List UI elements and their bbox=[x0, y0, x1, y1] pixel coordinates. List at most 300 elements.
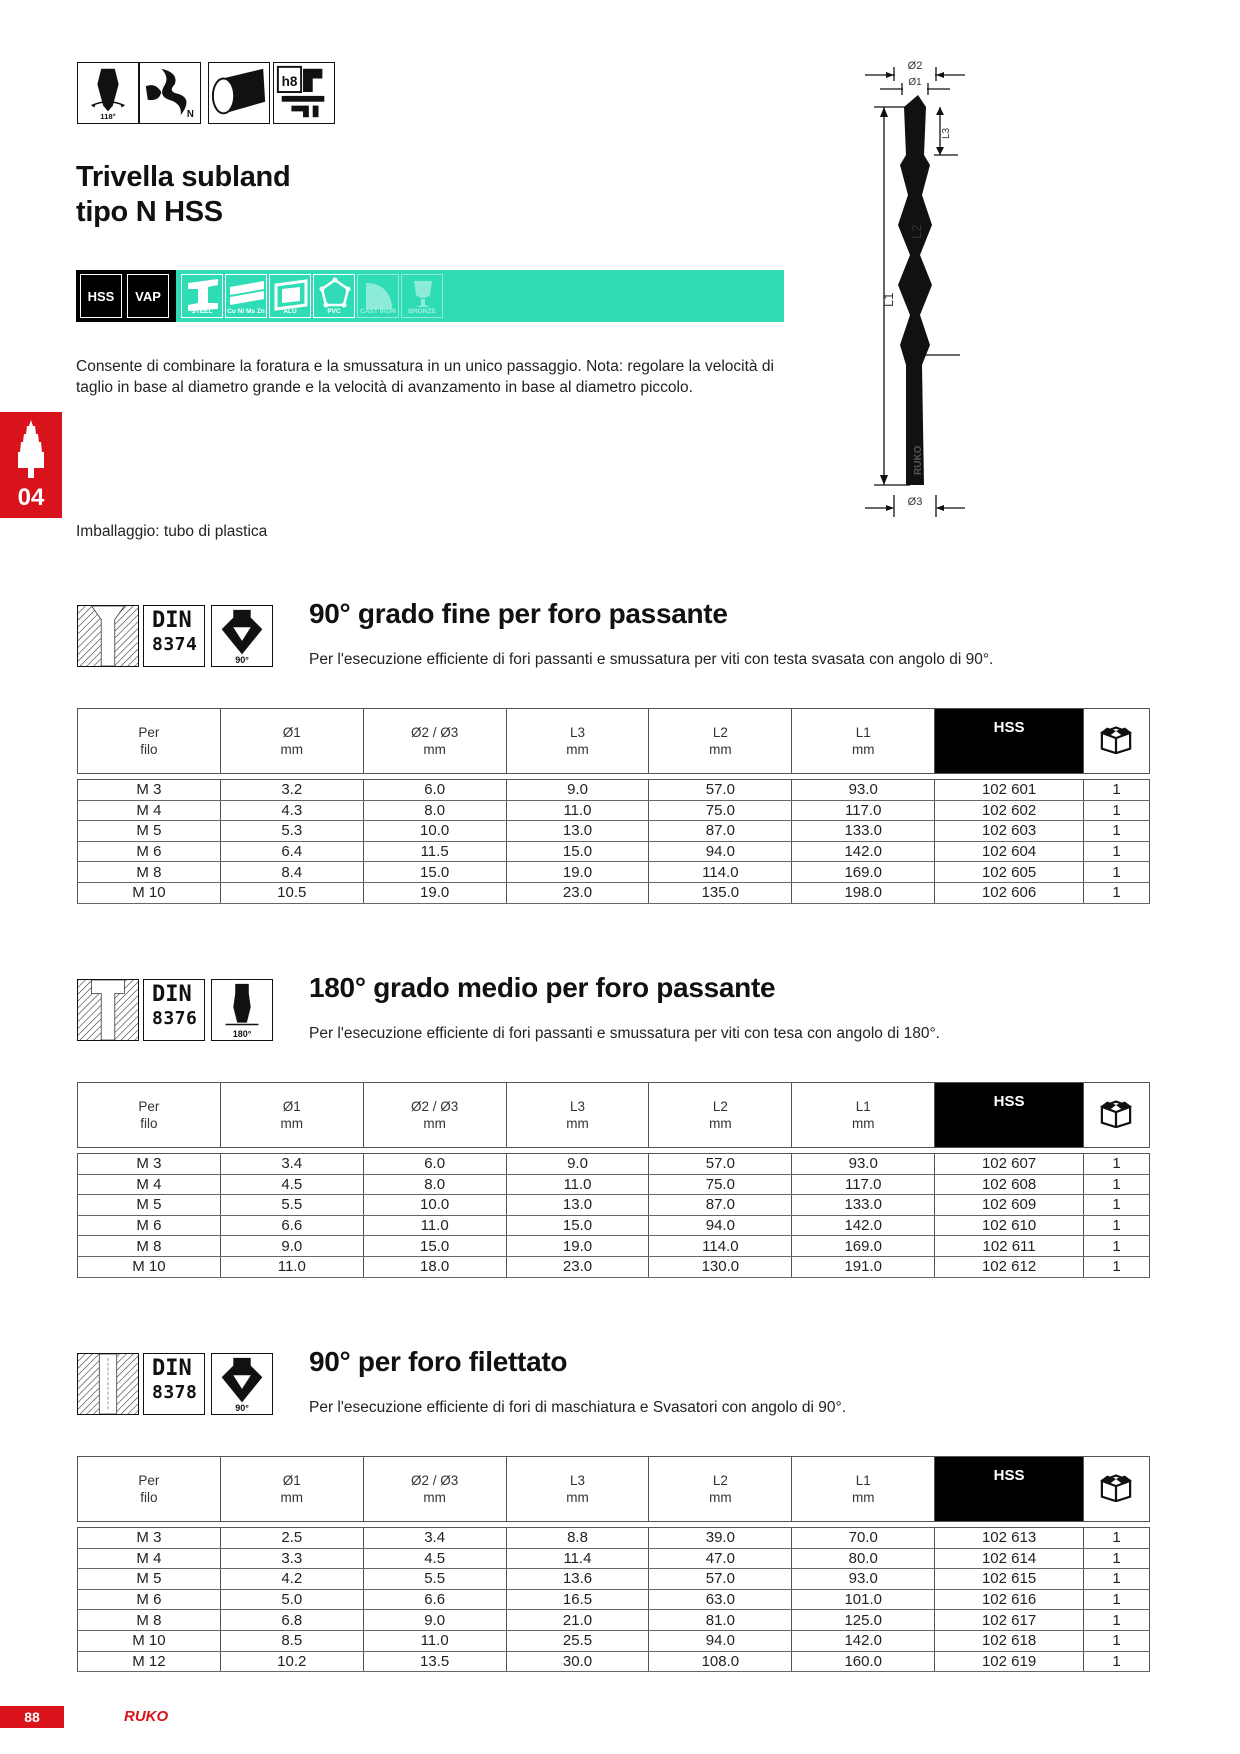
angle-label: 90° bbox=[235, 655, 249, 665]
steel-label: STEEL bbox=[191, 308, 213, 315]
header-unit: mm bbox=[423, 742, 446, 757]
table-row bbox=[78, 1610, 1150, 1631]
table-cell: 1 bbox=[1083, 1589, 1149, 1610]
bronze-icon bbox=[401, 274, 443, 318]
table-cell: 94.0 bbox=[649, 841, 792, 862]
table-body bbox=[78, 1083, 1150, 1278]
table-cell: 1 bbox=[1083, 1610, 1149, 1631]
countersink-90-icon bbox=[211, 605, 273, 667]
tolerance-label: h8 bbox=[281, 74, 298, 90]
table-row bbox=[78, 862, 1150, 883]
header-label: L2 bbox=[712, 1473, 728, 1488]
table-cell: 81.0 bbox=[649, 1610, 792, 1631]
header-label: Ø2 / Ø3 bbox=[410, 725, 459, 740]
table-cell: 1 bbox=[1083, 1215, 1149, 1236]
l3-label: L3 bbox=[941, 127, 952, 139]
din-label: DIN bbox=[152, 982, 192, 1007]
header-label: L3 bbox=[569, 1099, 585, 1114]
din-8376-badge bbox=[143, 979, 205, 1041]
header-label: L1 bbox=[855, 1473, 871, 1488]
table-cell: 57.0 bbox=[649, 1154, 792, 1175]
table-cell: 10.0 bbox=[363, 1195, 506, 1216]
table-cell: 80.0 bbox=[792, 1548, 935, 1569]
table-cell: 108.0 bbox=[649, 1651, 792, 1672]
table-cell: 160.0 bbox=[792, 1651, 935, 1672]
table-cell: M 12 bbox=[78, 1651, 221, 1672]
brand-logo: RUKO bbox=[124, 1708, 169, 1725]
page-number: 88 bbox=[0, 1706, 64, 1728]
din-number: 8376 bbox=[152, 1008, 198, 1029]
header-unit: mm bbox=[851, 1116, 875, 1131]
table-row bbox=[78, 882, 1150, 903]
table-cell: 9.0 bbox=[506, 780, 649, 801]
table-cell: 5.0 bbox=[220, 1589, 363, 1610]
table-cell: 1 bbox=[1083, 882, 1149, 903]
table-cell: M 3 bbox=[78, 1154, 221, 1175]
table-cell: 102 610 bbox=[935, 1215, 1084, 1236]
angle-label: 90° bbox=[235, 1403, 249, 1413]
table-cell: 39.0 bbox=[649, 1528, 792, 1549]
header-cell bbox=[363, 709, 506, 774]
table-cell: 191.0 bbox=[792, 1256, 935, 1277]
table-row bbox=[78, 1528, 1150, 1549]
table-cell: M 5 bbox=[78, 821, 221, 842]
table-cell: 102 608 bbox=[935, 1174, 1084, 1195]
header-label: L2 bbox=[712, 725, 728, 740]
header-label: L3 bbox=[569, 1473, 585, 1488]
header-label: Per bbox=[138, 1099, 160, 1114]
header-cell bbox=[649, 1457, 792, 1522]
table-cell: 1 bbox=[1083, 1548, 1149, 1569]
table-cell: 125.0 bbox=[792, 1610, 935, 1631]
table-cell: 5.5 bbox=[363, 1569, 506, 1590]
table-cell: 102 611 bbox=[935, 1236, 1084, 1257]
table-cell: 142.0 bbox=[792, 1215, 935, 1236]
table-cell: 15.0 bbox=[363, 1236, 506, 1257]
table-cell: 70.0 bbox=[792, 1528, 935, 1549]
table-cell: 9.0 bbox=[363, 1610, 506, 1631]
table-cell: 5.5 bbox=[220, 1195, 363, 1216]
header-cell bbox=[792, 1083, 935, 1148]
table-cell: 102 609 bbox=[935, 1195, 1084, 1216]
header-label: Per bbox=[138, 1473, 160, 1488]
section-text: Per l'esecuzione efficiente di fori passanti e smussatura per viti con tesa con angolo di 180°. bbox=[309, 1025, 940, 1042]
table-cell: 102 602 bbox=[935, 800, 1084, 821]
table-cell: 102 619 bbox=[935, 1651, 1084, 1672]
header-cell bbox=[78, 1457, 221, 1522]
table-row bbox=[78, 1154, 1150, 1175]
table-cell: 11.0 bbox=[363, 1215, 506, 1236]
table-cell: 133.0 bbox=[792, 821, 935, 842]
table-cell: 102 601 bbox=[935, 780, 1084, 801]
din-label: DIN bbox=[152, 1356, 192, 1381]
table-cell: 47.0 bbox=[649, 1548, 792, 1569]
header-cell bbox=[220, 1457, 363, 1522]
table-cell: 13.0 bbox=[506, 821, 649, 842]
header-unit: mm bbox=[566, 1116, 589, 1131]
table-cell: 102 605 bbox=[935, 862, 1084, 883]
table-cell: 8.0 bbox=[363, 800, 506, 821]
header-hss: HSS bbox=[935, 1457, 1084, 1522]
header-cell bbox=[506, 1457, 649, 1522]
table-cell: 102 603 bbox=[935, 821, 1084, 842]
table-cell: 87.0 bbox=[649, 821, 792, 842]
table-cell: 102 606 bbox=[935, 882, 1084, 903]
table-cell: 102 614 bbox=[935, 1548, 1084, 1569]
cast-iron-icon bbox=[357, 274, 399, 318]
spiral-type-n-icon bbox=[139, 62, 201, 124]
d2-label: Ø2 bbox=[907, 60, 923, 72]
table-cell: 13.6 bbox=[506, 1569, 649, 1590]
table-cell: 135.0 bbox=[649, 882, 792, 903]
header-unit: mm bbox=[280, 1490, 304, 1505]
header-unit: mm bbox=[709, 1490, 732, 1505]
table-cell: 8.5 bbox=[220, 1630, 363, 1651]
chapter-number: 04 bbox=[17, 484, 45, 511]
section-heading: 90° grado fine per foro passante bbox=[309, 598, 728, 629]
table-row bbox=[78, 1589, 1150, 1610]
table-cell: 102 607 bbox=[935, 1154, 1084, 1175]
l2-label: L2 bbox=[909, 224, 924, 239]
table-cell: 19.0 bbox=[506, 1236, 649, 1257]
section-heading: 180° grado medio per foro passante bbox=[309, 972, 776, 1003]
table-cell: 13.0 bbox=[506, 1195, 649, 1216]
table-cell: 5.3 bbox=[220, 821, 363, 842]
table-cell: 10.5 bbox=[220, 882, 363, 903]
table-cell: 102 604 bbox=[935, 841, 1084, 862]
header-cell bbox=[792, 1457, 935, 1522]
drill-dimension-diagram bbox=[860, 55, 1040, 525]
table-cell: 10.0 bbox=[363, 821, 506, 842]
header-package bbox=[1083, 709, 1149, 774]
header-hss: HSS bbox=[935, 1083, 1084, 1148]
table-cell: 57.0 bbox=[649, 1569, 792, 1590]
table-row bbox=[78, 1215, 1150, 1236]
table-cell: 94.0 bbox=[649, 1630, 792, 1651]
threaded-hole-icon bbox=[77, 1353, 139, 1415]
product-table bbox=[77, 708, 1150, 904]
table-cell: 198.0 bbox=[792, 882, 935, 903]
product-table bbox=[77, 1082, 1150, 1278]
alu-label: ALU bbox=[283, 308, 297, 315]
table-cell: 6.0 bbox=[363, 780, 506, 801]
point-angle-label: 118° bbox=[100, 112, 116, 122]
header-label: Ø2 / Ø3 bbox=[410, 1473, 459, 1488]
header-hss: HSS bbox=[935, 709, 1084, 774]
table-cell: M 10 bbox=[78, 1630, 221, 1651]
table-cell: 169.0 bbox=[792, 1236, 935, 1257]
table-row bbox=[78, 1174, 1150, 1195]
table-cell: 8.0 bbox=[363, 1174, 506, 1195]
table-cell: 6.6 bbox=[363, 1589, 506, 1610]
table-cell: 1 bbox=[1083, 862, 1149, 883]
table-cell: M 10 bbox=[78, 1256, 221, 1277]
table-cell: 1 bbox=[1083, 780, 1149, 801]
countersunk-through-hole-icon bbox=[77, 605, 139, 667]
table-cell: 1 bbox=[1083, 1256, 1149, 1277]
table-cell: 117.0 bbox=[792, 1174, 935, 1195]
header-label: Per bbox=[138, 725, 160, 740]
table-cell: M 3 bbox=[78, 1528, 221, 1549]
table-row bbox=[78, 800, 1150, 821]
table-cell: 75.0 bbox=[649, 1174, 792, 1195]
table-cell: 102 618 bbox=[935, 1630, 1084, 1651]
header-cell bbox=[649, 709, 792, 774]
section-text: Per l'esecuzione efficiente di fori passanti e smussatura per viti con testa svasata con angolo di 90°. bbox=[309, 651, 994, 668]
non-ferrous-icon bbox=[225, 274, 267, 318]
din-8374-badge bbox=[143, 605, 205, 667]
product-title bbox=[76, 160, 290, 230]
l1-label: L1 bbox=[881, 292, 896, 307]
table-cell: 25.5 bbox=[506, 1630, 649, 1651]
package-box-icon bbox=[1098, 1098, 1134, 1128]
table-cell: 1 bbox=[1083, 1195, 1149, 1216]
table-cell: 102 616 bbox=[935, 1589, 1084, 1610]
table-cell: 1 bbox=[1083, 1630, 1149, 1651]
table-cell: 117.0 bbox=[792, 800, 935, 821]
header-label: Ø1 bbox=[282, 1473, 301, 1488]
table-cell: M 8 bbox=[78, 1610, 221, 1631]
table-cell: M 6 bbox=[78, 1215, 221, 1236]
table-row bbox=[78, 821, 1150, 842]
header-package bbox=[1083, 1083, 1149, 1148]
table-row bbox=[78, 1651, 1150, 1672]
header-unit: mm bbox=[709, 742, 732, 757]
table-cell: 142.0 bbox=[792, 1630, 935, 1651]
pvc-icon bbox=[313, 274, 355, 318]
table-cell: 18.0 bbox=[363, 1256, 506, 1277]
table-cell: 11.5 bbox=[363, 841, 506, 862]
table-cell: 4.5 bbox=[363, 1548, 506, 1569]
header-label: Ø1 bbox=[282, 725, 301, 740]
header-cell bbox=[78, 1083, 221, 1148]
table-cell: 15.0 bbox=[506, 1215, 649, 1236]
table-cell: 114.0 bbox=[649, 862, 792, 883]
header-unit: filo bbox=[140, 742, 158, 757]
header-cell bbox=[506, 709, 649, 774]
table-cell: 9.0 bbox=[506, 1154, 649, 1175]
point-angle-icon bbox=[77, 62, 139, 124]
table-cell: 169.0 bbox=[792, 862, 935, 883]
table-cell: 87.0 bbox=[649, 1195, 792, 1216]
table-cell: 93.0 bbox=[792, 1154, 935, 1175]
spiral-type-label: N bbox=[186, 109, 194, 121]
table-row bbox=[78, 1195, 1150, 1216]
table-cell: M 5 bbox=[78, 1569, 221, 1590]
hss-badge: HSS bbox=[80, 274, 122, 318]
header-label: L1 bbox=[855, 725, 871, 740]
d1-label: Ø1 bbox=[908, 77, 922, 88]
table-cell: 1 bbox=[1083, 1174, 1149, 1195]
header-label: L2 bbox=[712, 1099, 728, 1114]
table-cell: 13.5 bbox=[363, 1651, 506, 1672]
table-cell: 1 bbox=[1083, 1236, 1149, 1257]
header-unit: mm bbox=[851, 1490, 875, 1505]
table-cell: 19.0 bbox=[363, 882, 506, 903]
table-cell: M 3 bbox=[78, 780, 221, 801]
table-cell: 1 bbox=[1083, 821, 1149, 842]
table-cell: 21.0 bbox=[506, 1610, 649, 1631]
header-unit: mm bbox=[280, 742, 304, 757]
table-cell: 1 bbox=[1083, 800, 1149, 821]
header-unit: filo bbox=[140, 1116, 158, 1131]
table-cell: 2.5 bbox=[220, 1528, 363, 1549]
table-cell: 3.4 bbox=[363, 1528, 506, 1549]
angle-label: 180° bbox=[232, 1029, 252, 1039]
steel-icon bbox=[181, 274, 223, 318]
header-cell bbox=[78, 709, 221, 774]
table-cell: 15.0 bbox=[363, 862, 506, 883]
header-cell bbox=[792, 709, 935, 774]
table-cell: 6.6 bbox=[220, 1215, 363, 1236]
counterbore-through-hole-icon bbox=[77, 979, 139, 1041]
bronze-label: BRONZE bbox=[408, 308, 436, 315]
title-line-2: tipo N HSS bbox=[76, 196, 223, 228]
section-heading: 90° per foro filettato bbox=[309, 1346, 568, 1377]
package-box-icon bbox=[1098, 724, 1134, 754]
table-row bbox=[78, 780, 1150, 801]
table-cell: 57.0 bbox=[649, 780, 792, 801]
table-cell: 142.0 bbox=[792, 841, 935, 862]
d3-label: Ø3 bbox=[907, 496, 923, 508]
din-8378-badge bbox=[143, 1353, 205, 1415]
header-label: L3 bbox=[569, 725, 585, 740]
table-cell: 1 bbox=[1083, 841, 1149, 862]
product-description: Consente di combinare la foratura e la smussatura in un unico passaggio. Nota: regolare la velocità di taglio in base al diametro grande e la velocità di avanzamento in base al diametro piccolo. bbox=[76, 358, 774, 396]
table-cell: 3.4 bbox=[220, 1154, 363, 1175]
table-cell: 15.0 bbox=[506, 841, 649, 862]
packaging-note: Imballaggio: tubo di plastica bbox=[76, 523, 268, 540]
package-box-icon bbox=[1098, 1472, 1134, 1502]
table-cell: M 8 bbox=[78, 862, 221, 883]
table-cell: M 6 bbox=[78, 1589, 221, 1610]
vap-badge: VAP bbox=[127, 274, 169, 318]
table-cell: M 10 bbox=[78, 882, 221, 903]
header-label: Ø1 bbox=[282, 1099, 301, 1114]
table-header-row bbox=[78, 709, 1150, 774]
pvc-label: PVC bbox=[327, 308, 341, 315]
table-row bbox=[78, 1630, 1150, 1651]
din-number: 8378 bbox=[152, 1382, 198, 1403]
header-unit: mm bbox=[280, 1116, 304, 1131]
table-cell: 11.0 bbox=[363, 1630, 506, 1651]
header-unit: mm bbox=[566, 742, 589, 757]
table-cell: 8.8 bbox=[506, 1528, 649, 1549]
header-cell bbox=[649, 1083, 792, 1148]
chapter-tab bbox=[0, 412, 62, 518]
cast-iron-label: CAST IRON bbox=[360, 308, 396, 315]
section-text: Per l'esecuzione efficiente di fori di maschiatura e Svasatori con angolo di 90°. bbox=[309, 1399, 847, 1416]
din-label: DIN bbox=[152, 608, 192, 633]
table-cell: 133.0 bbox=[792, 1195, 935, 1216]
table-cell: 1 bbox=[1083, 1569, 1149, 1590]
table-cell: 101.0 bbox=[792, 1589, 935, 1610]
table-cell: 94.0 bbox=[649, 1215, 792, 1236]
table-cell: 75.0 bbox=[649, 800, 792, 821]
table-cell: 63.0 bbox=[649, 1589, 792, 1610]
header-cell bbox=[220, 1083, 363, 1148]
table-cell: 4.3 bbox=[220, 800, 363, 821]
table-cell: 11.0 bbox=[506, 800, 649, 821]
header-unit: mm bbox=[709, 1116, 732, 1131]
table-cell: 10.2 bbox=[220, 1651, 363, 1672]
table-cell: 102 617 bbox=[935, 1610, 1084, 1631]
header-label: Ø2 / Ø3 bbox=[410, 1099, 459, 1114]
table-cell: 114.0 bbox=[649, 1236, 792, 1257]
table-cell: 19.0 bbox=[506, 862, 649, 883]
table-cell: 11.0 bbox=[506, 1174, 649, 1195]
table-row bbox=[78, 841, 1150, 862]
table-cell: 3.3 bbox=[220, 1548, 363, 1569]
table-cell: 11.4 bbox=[506, 1548, 649, 1569]
header-unit: mm bbox=[566, 1490, 589, 1505]
table-cell: 102 615 bbox=[935, 1569, 1084, 1590]
table-row bbox=[78, 1548, 1150, 1569]
product-table bbox=[77, 1456, 1150, 1672]
header-unit: mm bbox=[851, 742, 875, 757]
header-unit: mm bbox=[423, 1116, 446, 1131]
table-cell: 11.0 bbox=[220, 1256, 363, 1277]
header-unit: mm bbox=[423, 1490, 446, 1505]
table-cell: 23.0 bbox=[506, 882, 649, 903]
table-cell: 16.5 bbox=[506, 1589, 649, 1610]
table-cell: 8.4 bbox=[220, 862, 363, 883]
table-cell: 3.2 bbox=[220, 780, 363, 801]
header-cell bbox=[506, 1083, 649, 1148]
table-cell: 102 613 bbox=[935, 1528, 1084, 1549]
table-cell: 1 bbox=[1083, 1651, 1149, 1672]
header-unit: filo bbox=[140, 1490, 158, 1505]
table-cell: 6.0 bbox=[363, 1154, 506, 1175]
counterbore-180-icon bbox=[211, 979, 273, 1041]
table-cell: 1 bbox=[1083, 1154, 1149, 1175]
title-line-1: Trivella subland bbox=[76, 161, 291, 193]
header-cell bbox=[363, 1457, 506, 1522]
table-cell: 1 bbox=[1083, 1528, 1149, 1549]
table-body bbox=[78, 1457, 1150, 1672]
non-ferrous-label: Cu Ni Ms Zn bbox=[227, 308, 265, 315]
table-row bbox=[78, 1236, 1150, 1257]
header-cell bbox=[363, 1083, 506, 1148]
cylindrical-shank-icon bbox=[208, 62, 270, 124]
table-cell: 6.4 bbox=[220, 841, 363, 862]
table-cell: M 6 bbox=[78, 841, 221, 862]
table-cell: 93.0 bbox=[792, 1569, 935, 1590]
header-package bbox=[1083, 1457, 1149, 1522]
table-header-row bbox=[78, 1457, 1150, 1522]
alu-icon bbox=[269, 274, 311, 318]
din-number: 8374 bbox=[152, 634, 198, 655]
table-cell: 9.0 bbox=[220, 1236, 363, 1257]
header-label: L1 bbox=[855, 1099, 871, 1114]
table-cell: 4.5 bbox=[220, 1174, 363, 1195]
table-cell: M 4 bbox=[78, 1548, 221, 1569]
drill-brand-label: RUKO bbox=[913, 445, 924, 475]
table-header-row bbox=[78, 1083, 1150, 1148]
table-cell: 130.0 bbox=[649, 1256, 792, 1277]
table-cell: M 4 bbox=[78, 800, 221, 821]
table-cell: 4.2 bbox=[220, 1569, 363, 1590]
table-cell: M 5 bbox=[78, 1195, 221, 1216]
table-cell: M 8 bbox=[78, 1236, 221, 1257]
table-cell: 23.0 bbox=[506, 1256, 649, 1277]
tolerance-h8-icon bbox=[273, 62, 335, 124]
table-body bbox=[78, 709, 1150, 904]
table-cell: 6.8 bbox=[220, 1610, 363, 1631]
countersink-90-icon bbox=[211, 1353, 273, 1415]
header-cell bbox=[220, 709, 363, 774]
table-cell: 102 612 bbox=[935, 1256, 1084, 1277]
